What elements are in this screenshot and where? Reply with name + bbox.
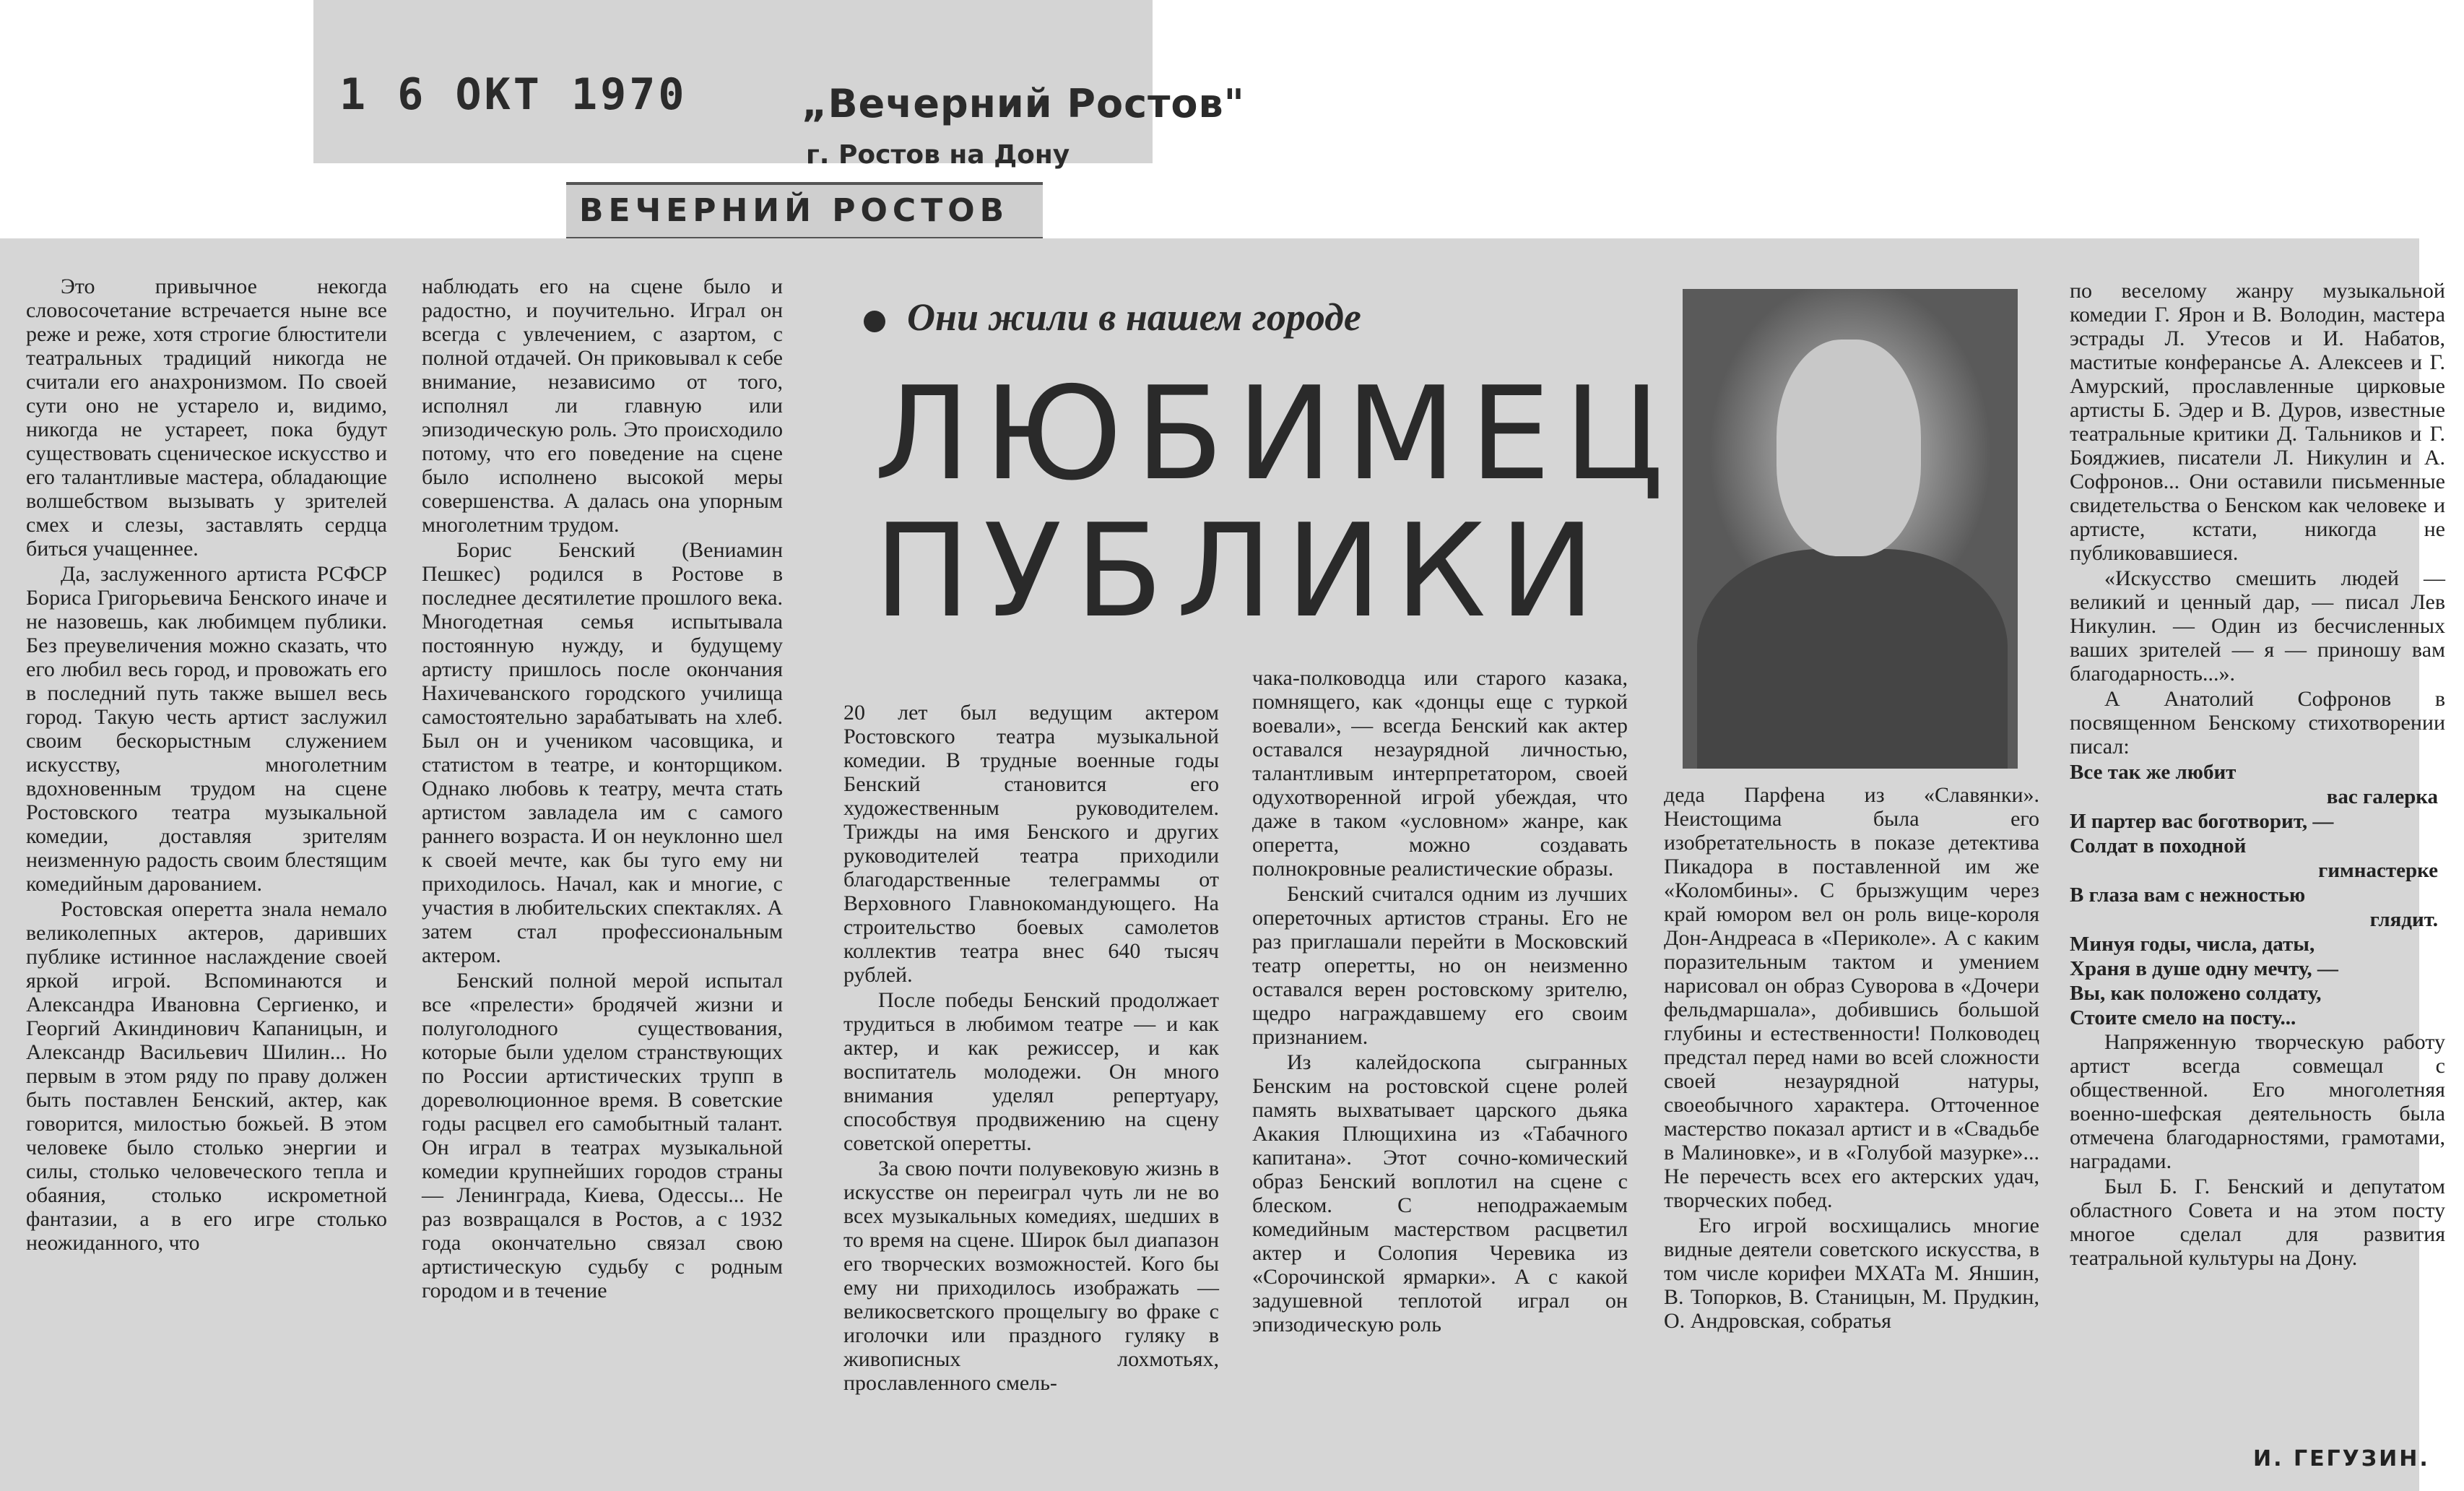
stamp-date: 1 6 ОКТ 1970 — [339, 69, 687, 120]
paragraph: После победы Бенский продолжает трудиться в любимом театре — и как актер, и как режиссер, и как воспитатель молодежи. Он много внимания уделял репертуару, способствуя продвижению на сцену советской оперетты. — [843, 988, 1219, 1155]
paragraph: Был Б. Г. Бенский и депутатом областного Совета и на этом посту многое сделал для развития театральной культуры на Дону. — [2070, 1175, 2445, 1270]
paragraph: Напряженную творческую работу артист всегда совмещал с общественной. Его многолетняя военно-шефская деятельность была отмечена благодарностями, грамотами, наградами. — [2070, 1030, 2445, 1173]
article-column-3 — [843, 701, 1219, 1396]
poem-line: И партер вас боготворит, — — [2070, 810, 2334, 833]
poem-line: Стоите смело на посту... — [2070, 1006, 2296, 1029]
paragraph: деда Парфена из «Славянки». Неистощима была его изобретательность в показе детектива Пикадора в поставленной им же «Коломбины». С брызжущим через край юмором вел он роль вице-короля Дон-Андреаса в «Периколе». А с каким поразительным тактом и умением нарисовал он образ Суворова в «Дочери фельдмаршала», добившись большой глубины и естественности! Полководец предстал перед нами во всей сложности своей незаурядной натуры, своеобычного характера. Отточенное мастерство показал артист и в «Свадьбе в Малиновке», и в «Голубой мазурке»... Не перечесть всех его актерских удач, творческих побед. — [1664, 783, 2039, 1212]
paragraph: Из калейдоскопа сыгранных Бенским на ростовской сцене ролей память выхватывает царского дьяка Акакия Плющихина из «Табачного капитана». Этот сочно-комический образ Бенский воплотил на сцене с блеском. С неподражаемым комедийным мастерством расцветил актер и Солопия Черевика из «Сорочинской ярмарки». А с какой задушевной теплотой играл он эпизодическую роль — [1252, 1050, 1628, 1336]
paragraph: по веселому жанру музыкальной комедии Г. Ярон и В. Володин, мастера эстрады Л. Утесов и И. Набатов, маститые конферансье А. Алексеев и Г. Амурский, прославленные цирковые артисты Б. Эдер и В. Дуров, известные театральные критики Д. Тальников и Г. Бояджиев, писатели Л. Никулин и А. Софронов... Они оставили письменные свидетельства о Бенском как человеке и артисте, кстати, никогда не публиковавшиеся. — [2070, 279, 2445, 565]
poem-line: Солдат в походной — [2070, 834, 2247, 857]
poem-line: вас галерка — [2326, 785, 2438, 808]
poem-line: Все так же любит — [2070, 761, 2237, 784]
poem-quote — [2070, 760, 2445, 1030]
paragraph: За свою почти полувековую жизнь в искусстве он переиграл чуть ли не во всех музыкальных комедиях, шедших в то время на сцене. Широк был диапазон его творческих возможностей. Кого бы ему ни приходилось изображать — великосветского прощелыгу во фраке с иголочки или праздного гуляку в живописных лохмотьях, прославленного смель- — [843, 1157, 1219, 1395]
paragraph: А Анатолий Софронов в посвященном Бенскому стихотворении писал: — [2070, 687, 2445, 759]
poem-line: глядит. — [2369, 908, 2438, 931]
article-column-4 — [1252, 666, 1628, 1338]
bullet-dot-icon — [864, 311, 885, 332]
paragraph: Это привычное некогда словосочетание встречается ныне все реже и реже, хотя строгие блюстители театральных традиций никогда не считали его анахронизмом. По своей сути оно не устарело и, видимо, никогда не устареет, пока будут существовать сценическое искусство и его талантливые мастера, обладающие волшебством вызывать у зрителей смех и слезы, заставлять сердца биться учащеннее. — [26, 275, 387, 561]
paragraph: наблюдать его на сцене было и радостно, и поучительно. Играл он всегда с увлечением, с азартом, с полной отдачей. Он приковывал к себе внимание, независимо от того, исполнял ли главную или эпизодическую роль. Это происходило потому, что его поведение на сцене было исполнено высокой меры совершенства. А далась она упорным многолетним трудом. — [422, 275, 783, 537]
paragraph: чака-полководца или старого казака, помнящего, как «донцы еще с туркой воевали», — всегда Бенский как актер оставался незаурядной личностью, талантливым интерпретатором, своей одухотворенной игрой убеждая, что даже в таком «условном» жанре, как оперетта, можно создавать полнокровные реалистические образы. — [1252, 666, 1628, 881]
section-rubric — [864, 295, 1361, 340]
article-column-2 — [422, 275, 783, 1304]
article-column-6 — [2070, 279, 2445, 1271]
author-signature: И. ГЕГУЗИН. — [2253, 1446, 2430, 1471]
poem-line: Вы, как положено солдату, — [2070, 982, 2322, 1005]
paragraph: Его игрой восхищались многие видные деятели советского искусства, в том числе корифеи МХАТа М. Яншин, В. Топорков, В. Станицын, М. Прудкин, О. Андровская, собратья — [1664, 1214, 2039, 1333]
portrait-body-shape — [1697, 549, 2008, 769]
masthead-text: ВЕЧЕРНИЙ РОСТОВ — [579, 192, 1010, 229]
newspaper-masthead — [566, 182, 1043, 240]
poem-line: В глаза вам с нежностью — [2070, 883, 2306, 907]
paragraph: «Искусство смешить людей — великий и ценный дар, — писал Лев Никулин. — Один из бесчисленных ваших зрителей — я — приношу вам благодарность...». — [2070, 566, 2445, 686]
stamp-city: г. Ростов на Дону — [806, 140, 1070, 170]
portrait-photo — [1683, 289, 2018, 769]
poem-line: Минуя годы, числа, даты, — [2070, 933, 2315, 956]
poem-line: гимнастерке — [2318, 859, 2438, 882]
article-column-1 — [26, 275, 387, 1256]
paragraph: Да, заслуженного артиста РСФСР Бориса Григорьевича Бенского иначе и не назовешь, как любимцем публики. Без преувеличения можно сказать, что его любил весь город, и провожать его в последний путь также вышел весь город. Такую честь артист заслужил своим бескорыстным служением искусству, многолетним вдохновенным трудом на сцене Ростовского театра музыкальной комедии, доставляя зрителям неизменную радость своим блестящим комедийным дарованием. — [26, 562, 387, 896]
headline-line-2: ПУБЛИКИ — [874, 496, 1608, 646]
article-column-5 — [1664, 783, 2039, 1334]
portrait-face-shape — [1777, 340, 1921, 556]
headline-line-1: ЛЮБИМЕЦ — [874, 359, 1677, 509]
paragraph: Бенский считался одним из лучших опереточных артистов страны. Его не раз приглашали перейти в Московский театр оперетты, но он неизменно оставался верен ростовскому зрителю, щедро награждавшему его своим признанием. — [1252, 882, 1628, 1049]
poem-line: Храня в душе одну мечту, — — [2070, 957, 2338, 980]
rubric-text: Они жили в нашем городе — [907, 295, 1361, 339]
paragraph: Борис Бенский (Вениамин Пешкес) родился в Ростове в последнее десятилетие прошлого века. Многодетная семья испытывала постоянную нужду, и будущему артисту пришлось после окончания Нахичеванского городского училища самостоятельно зарабатывать на хлеб. Был он и учеником часовщика, и статистом в театре, и конторщиком. Однако любовь к театру, мечта стать артистом завладела им с самого раннего возраста. И он неуклонно шел к своей мечте, как бы туго ему ни приходилось. Начал, как и многие, с участия в любительских спектаклях. А затем стал профессиональным актером. — [422, 538, 783, 967]
paragraph: Ростовская оперетта знала немало великолепных актеров, даривших публике истинное наслаждение своей яркой игрой. Вспоминаются и Александра Ивановна Сергиенко, и Георгий Акиндинович Капаницын, и Александр Васильевич Шилин... Но первым в этом ряду по праву должен быть поставлен Бенский, актер, как говорится, милостью божьей. В этом человеке было столько энергии и силы, столько человеческого тепла и обаяния, столько искрометной фантазии, а в его игре столько неожиданного, что — [26, 897, 387, 1255]
stamp-newspaper-name: „Вечерний Ростов" — [802, 81, 1245, 126]
paragraph: Бенский полной мерой испытал все «прелести» бродячей жизни и полуголодного существования, которые были уделом странствующих по России артистических трупп в дореволюционное время. В советские годы расцвел его самобытный талант. Он играл в театрах музыкальной комедии крупнейших городов страны — Ленинграда, Киева, Одессы... Не раз возвращался в Ростов, а с 1932 года окончательно связал свою артистическую судьбу с родным городом и в течение — [422, 969, 783, 1302]
paragraph: 20 лет был ведущим актером Ростовского театра музыкальной комедии. В трудные военные годы Бенский становится его художественным руководителем. Трижды на имя Бенского и других руководителей театра приходили благодарственные телеграммы от Верховного Главнокомандующего. На строительство боевых самолетов коллектив театра внес 640 тысяч рублей. — [843, 701, 1219, 987]
